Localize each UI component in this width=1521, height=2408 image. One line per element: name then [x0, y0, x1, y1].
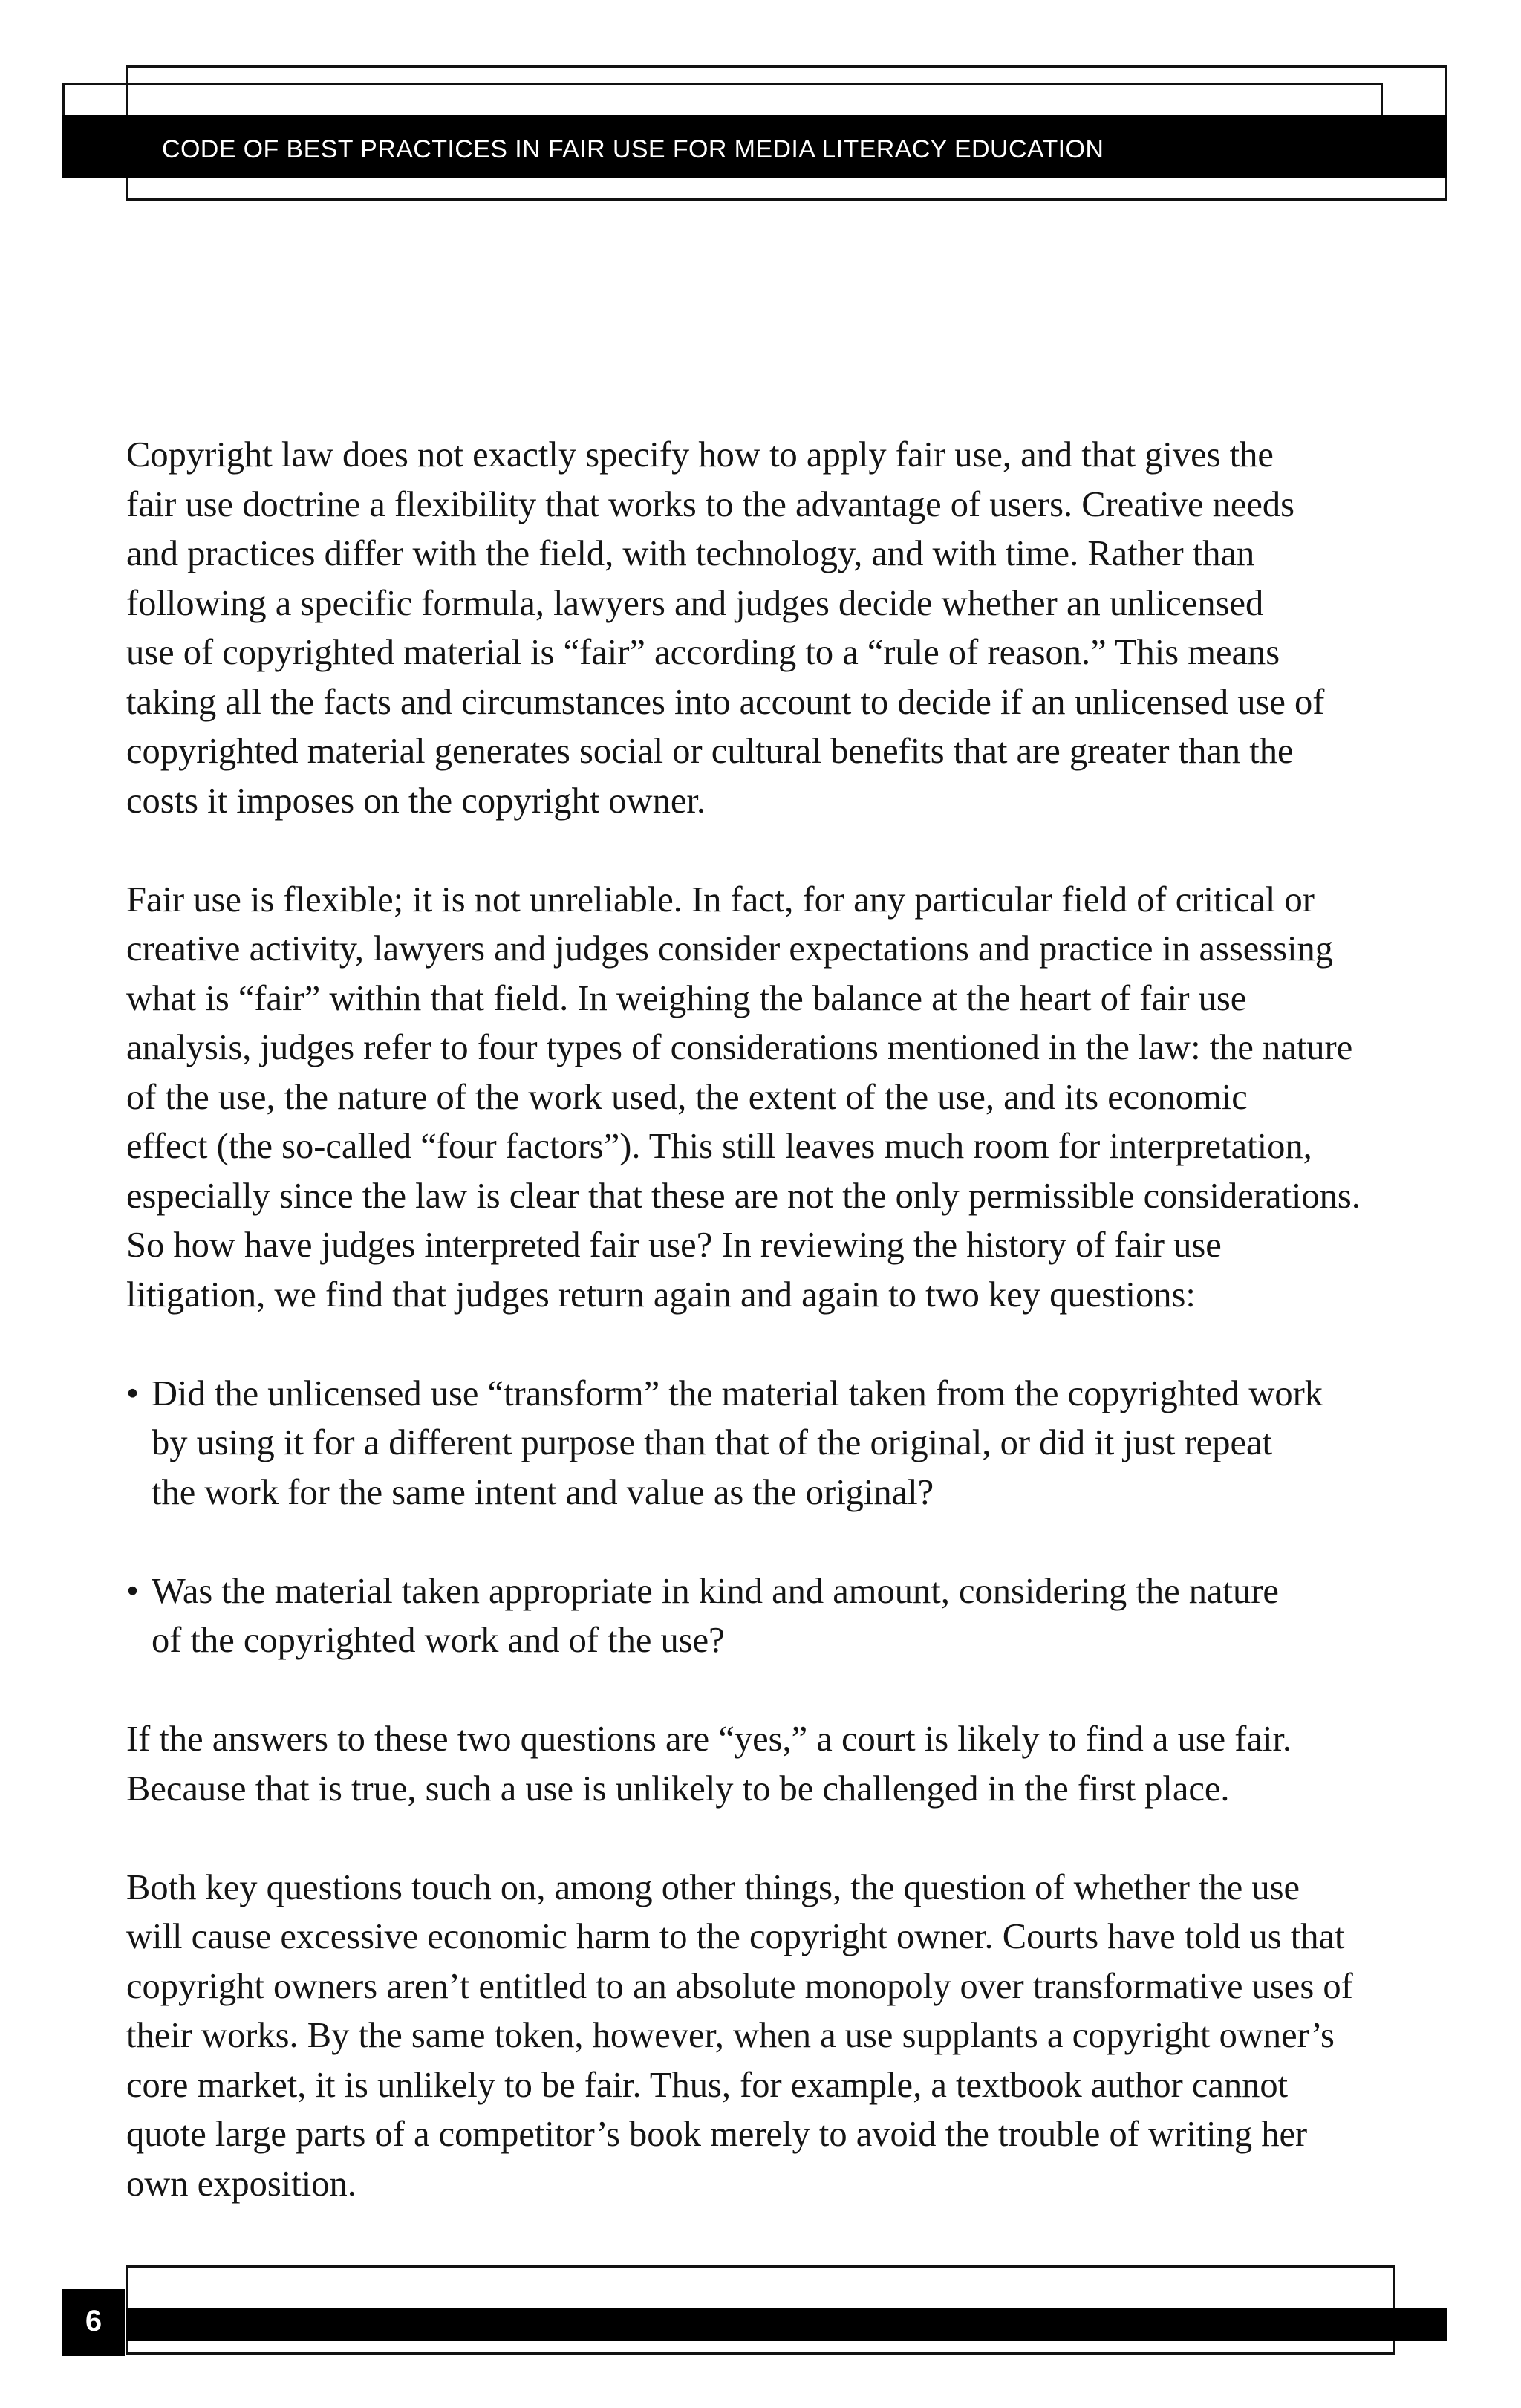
bullet-item [126, 1370, 1404, 1518]
running-header-title: CODE OF BEST PRACTICES IN FAIR USE FOR MEDIA LITERACY EDUCATION [162, 135, 1104, 163]
paragraph: Both key questions touch on, among other things, the question of whether the use will cause excessive economic harm to the copyright owner. Courts have told us that copyright owners aren’t entitled to an absolute monopoly over transformative uses of their works. By the same token, however, when a use supplants a copyright owner’s core market, it is unlikely to be fair. Thus, for example, a textbook author cannot quote large parts of a competitor’s book merely to avoid the trouble of writing her own exposition. [126, 1867, 1353, 2204]
bullet-mark: • [126, 1571, 139, 1611]
paragraph: Fair use is flexible; it is not unreliable. In fact, for any particular field of critical or creative activity, lawyers and judges consider expectations and practice in assessing what is “fair” within that field. In weighing the balance at the heart of fair use analysis, judges refer to four types of considerations mentioned in the law: the nature of the use, the nature of the work used, the extent of the use, and its economic effect (the so-called “four factors”). This still leaves much room for interpretation, especially since the law is clear that these are not the only permissible considerations. So how have judges interpreted fair use? In reviewing the history of fair use litigation, we find that judges return again and again to two key questions: [126, 879, 1361, 1315]
footer-bar [126, 2308, 1447, 2341]
bullet-text: Was the material taken appropriate in kind and amount, considering the nature of the copyrighted work and of the use? [152, 1571, 1279, 1660]
bullet-text: Did the unlicensed use “transform” the material taken from the copyrighted work by using it for a different purpose than that of the original, or did it just repeat the work for the same intent and value as the original? [152, 1373, 1323, 1512]
page-body [126, 431, 1404, 2259]
bullet-mark: • [126, 1373, 139, 1413]
page-number: 6 [85, 2305, 102, 2337]
paragraph: Copyright law does not exactly specify how to apply fair use, and that gives the fair use doctrine a flexibility that works to the advantage of users. Creative needs and practices differ with the field, with technology, and with time. Rather than following a specific formula, lawyers and judges decide whether an unlicensed use of copyrighted material is “fair” according to a “rule of reason.” This means taking all the facts and circumstances into account to decide if an unlicensed use of copyrighted material generates social or cultural benefits that are greater than the costs it imposes on the copyright owner. [126, 435, 1325, 821]
paragraph: If the answers to these two questions are “yes,” a court is likely to find a use fair. Because that is true, such a use is unlikely to be challenged in the first place. [126, 1719, 1292, 1809]
bullet-item [126, 1567, 1404, 1666]
